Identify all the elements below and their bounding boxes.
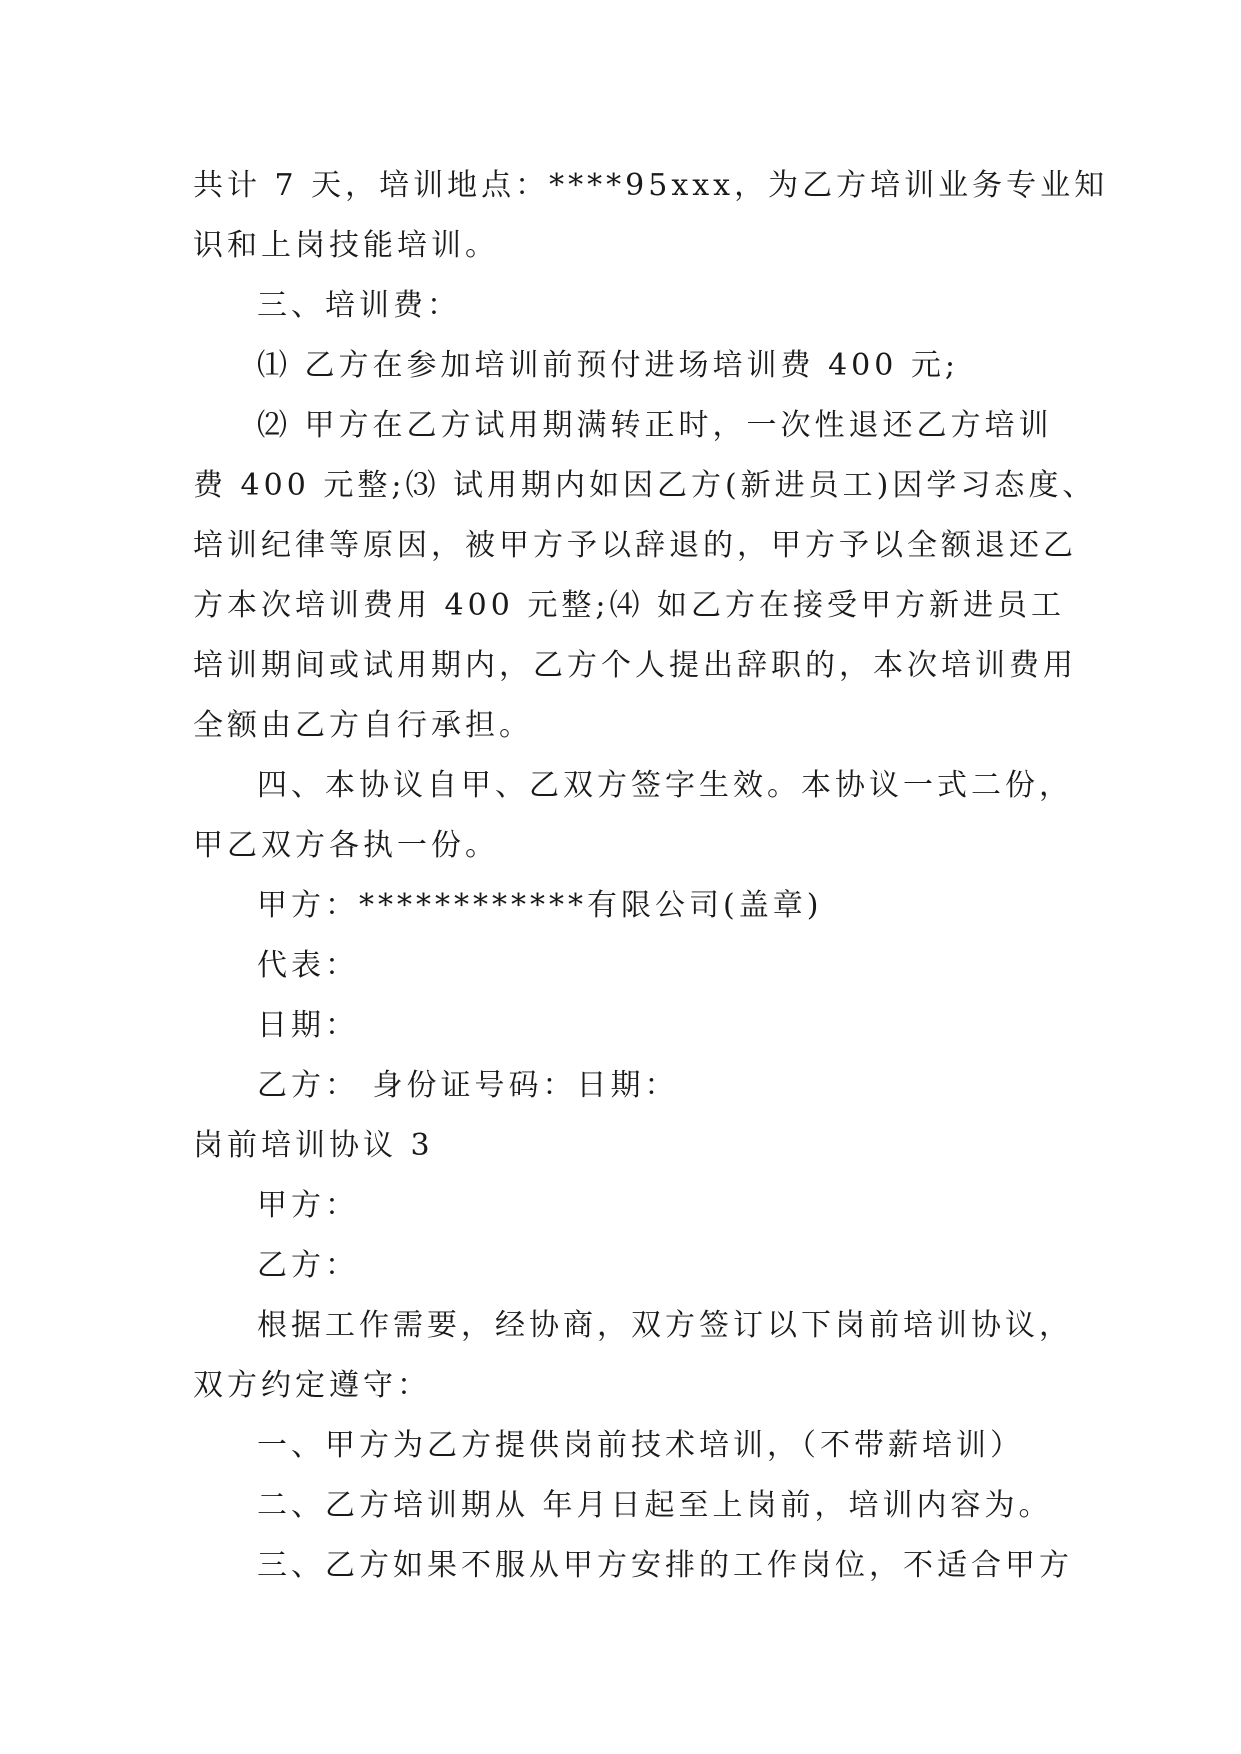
text-line-5: ⑵ 甲方在乙方试用期满转正时，一次性退还乙方培训 <box>257 408 1053 443</box>
text-line-20: 根据工作需要，经协商，双方签订以下岗前培训协议， <box>257 1308 1073 1343</box>
text-line-9: 培训期间或试用期内，乙方个人提出辞职的，本次培训费用 <box>193 648 1077 683</box>
clause-two: 二、乙方培训期从 年月日起至上岗前，培训内容为。 <box>257 1488 1053 1523</box>
text-line-7: 培训纪律等原因，被甲方予以辞退的，甲方予以全额退还乙 <box>193 528 1077 563</box>
text-line-8: 方本次培训费用 400 元整;⑷ 如乙方在接受甲方新进员工 <box>193 588 1065 623</box>
clause-one: 一、甲方为乙方提供岗前技术培训，（不带薪培训） <box>257 1428 1024 1463</box>
text-line-11: 四、本协议自甲、乙双方签字生效。本协议一式二份， <box>257 768 1073 803</box>
text-line-10: 全额由乙方自行承担。 <box>193 708 533 743</box>
agreement-title: 岗前培训协议 3 <box>193 1128 434 1163</box>
party-b-line: 乙方： <box>257 1248 359 1283</box>
party-b-signature-line: 乙方： 身份证号码：日期： <box>257 1068 679 1103</box>
clause-three: 三、乙方如果不服从甲方安排的工作岗位，不适合甲方 <box>257 1548 1073 1583</box>
text-line-2: 识和上岗技能培训。 <box>193 228 499 263</box>
document-body <box>193 156 1109 1596</box>
text-line-12: 甲乙双方各执一份。 <box>193 828 499 863</box>
text-line-21: 双方约定遵守： <box>193 1368 431 1403</box>
text-line-1: 共计 7 天，培训地点：****95xxx，为乙方培训业务专业知 <box>193 168 1109 203</box>
party-a-signature-line: 甲方：************有限公司(盖章) <box>257 888 823 923</box>
representative-line: 代表： <box>257 948 359 983</box>
text-line-4: ⑴ 乙方在参加培训前预付进场培训费 400 元; <box>257 348 959 383</box>
text-line-6: 费 400 元整;⑶ 试用期内如因乙方(新进员工)因学习态度、 <box>193 468 1097 503</box>
section-heading-training-fee: 三、培训费： <box>257 288 461 323</box>
party-a-line: 甲方： <box>257 1188 359 1223</box>
date-line: 日期： <box>257 1008 359 1043</box>
